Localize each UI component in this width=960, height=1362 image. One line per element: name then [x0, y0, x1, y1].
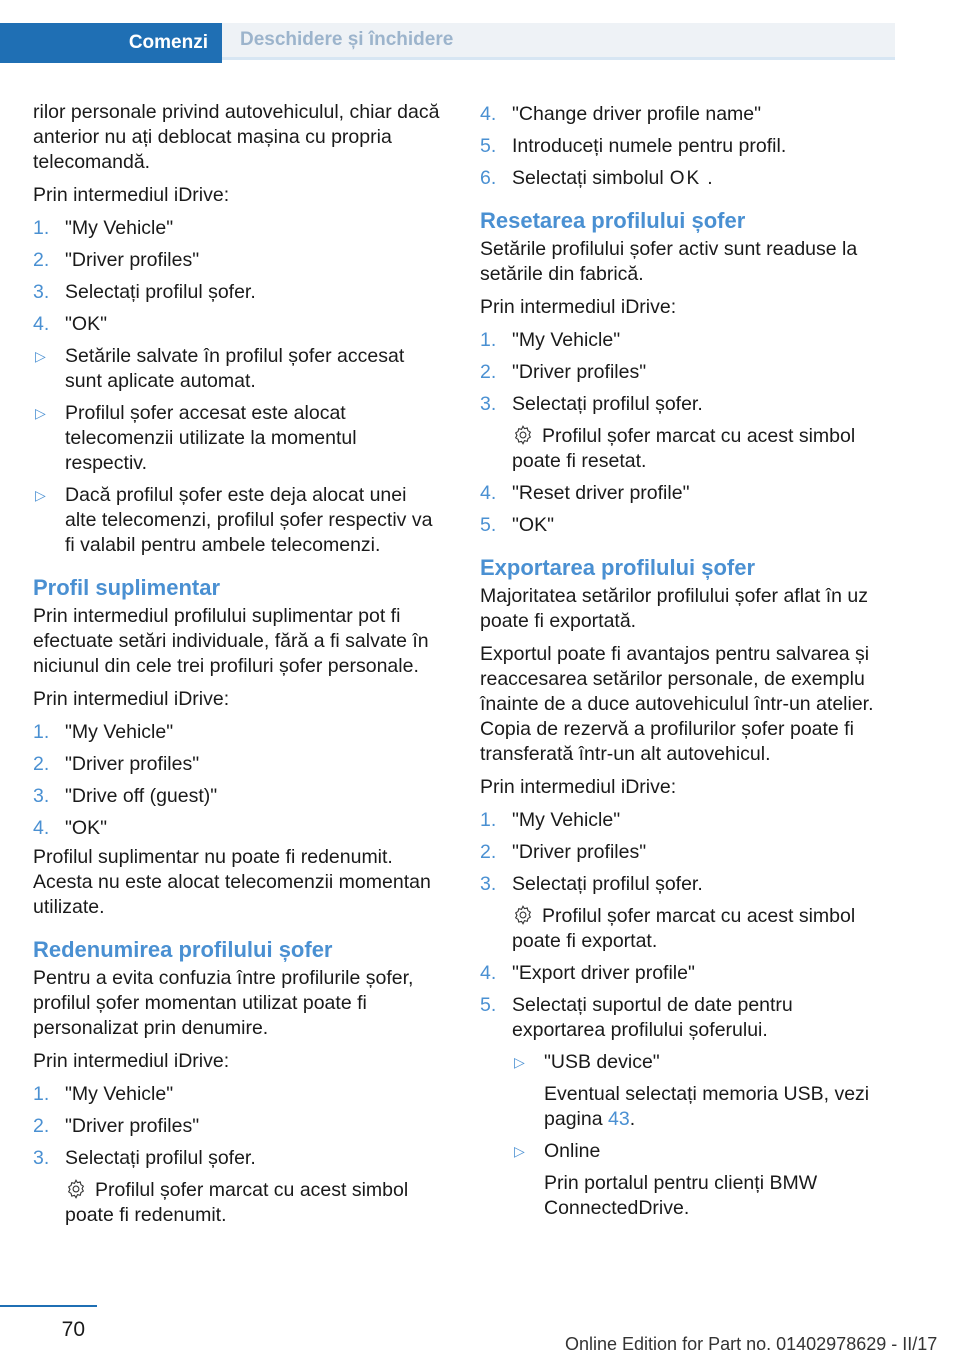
bullet-item: ▷ Profilul șofer accesat este alocat telecomenzii utilizate la momentul respectiv.	[35, 402, 357, 474]
triangle-right-icon: ▷	[514, 1054, 525, 1070]
reset-note: Profilul șofer marcat cu acest simbol poate fi resetat.	[512, 425, 856, 472]
gear-icon	[512, 904, 534, 926]
steps-list-6a	[480, 808, 885, 897]
export-note: Profilul șofer marcat cu acest simbol poate fi exportat.	[512, 905, 856, 952]
usb-description: Eventual selectați memoria USB, vezi pagina 43.	[544, 1083, 870, 1130]
heading-redenumire: Redenumirea profilului șofer	[33, 937, 333, 962]
reset-paragraph: Setările profilului șofer activ sunt readuse la setările din fabrică.	[480, 238, 858, 285]
page-number: 70	[61, 1318, 85, 1341]
chapter-header	[0, 23, 895, 63]
list-item: 1. "My Vehicle"	[33, 721, 174, 743]
steps-list-1	[33, 216, 443, 337]
triangle-right-icon: ▷	[35, 405, 46, 421]
list-item: 3. Selectați profilul șofer.	[33, 281, 256, 303]
heading-exportare: Exportarea profilului șofer	[480, 555, 756, 580]
gear-icon	[512, 424, 534, 446]
footer-rule	[0, 1305, 97, 1307]
list-item: 2. "Driver profiles"	[33, 1115, 200, 1137]
rename-note: Profilul șofer marcat cu acest simbol poate fi redenumit.	[65, 1179, 409, 1226]
list-item: 6. Selectați simbolul OK .	[480, 167, 713, 189]
steps-list-5b	[480, 481, 885, 538]
triangle-right-icon: ▷	[514, 1143, 525, 1159]
bullet-list-1	[33, 344, 443, 558]
list-item: 2. "Driver profiles"	[33, 753, 200, 775]
list-item: 5. Selectați suportul de date pentru exportarea profilului șoferului. ▷ "USB device" Eventual selectați memoria USB, vezi pagina 43. ▷ Online Prin portalul pentru clienți BMW ConnectedDrive.	[480, 993, 885, 1221]
profil-paragraph: Prin intermediul profilului suplimentar pot fi efectuate setări individuale, fără a fi salvate în niciunul din cele trei profiluri șofer personale.	[33, 605, 429, 677]
export-paragraph-2: Exportul poate fi avantajos pentru salvarea și reaccesarea setărilor personale, de exemplu înainte de a duce autovehiculul într-un atelier. Copia de rezervă a profilurilor șofer poate fi transferată într-un alt autovehicul.	[480, 643, 874, 765]
steps-list-5a	[480, 328, 885, 417]
steps-list-6b	[480, 961, 885, 1221]
list-item: 3. Selectați profilul șofer.	[480, 873, 703, 895]
right-column	[480, 100, 885, 1228]
idrive-label: Prin intermediul iDrive:	[480, 776, 677, 798]
list-item: 4. "Reset driver profile"	[480, 482, 690, 504]
list-item: 4. "Change driver profile name"	[480, 103, 762, 125]
rename-paragraph: Pentru a evita confuzia între profilurile șofer, profilul șofer momentan utilizat poate fi personalizat prin denumire.	[33, 967, 414, 1039]
idrive-label: Prin intermediul iDrive:	[33, 184, 230, 206]
list-item: 4. "OK"	[33, 313, 108, 335]
idrive-label: Prin intermediul iDrive:	[480, 296, 677, 318]
triangle-right-icon: ▷	[35, 487, 46, 503]
list-item: 4. "Export driver profile"	[480, 962, 695, 984]
list-item: 4. "OK"	[33, 817, 108, 839]
list-item: 2. "Driver profiles"	[480, 361, 647, 383]
footer-edition: Online Edition for Part no. 01402978629 - II/17	[565, 1334, 938, 1354]
list-item: 2. "Driver profiles"	[33, 249, 200, 271]
online-description: Prin portalul pentru clienți BMW ConnectedDrive.	[544, 1172, 818, 1219]
triangle-right-icon: ▷	[35, 348, 46, 364]
gear-icon	[65, 1178, 87, 1200]
list-item: 1. "My Vehicle"	[480, 329, 621, 351]
heading-resetare: Resetarea profilului șofer	[480, 208, 746, 233]
list-item: 3. Selectați profilul șofer.	[33, 1147, 256, 1169]
idrive-label: Prin intermediul iDrive:	[33, 688, 230, 710]
heading-profil-suplimentar: Profil suplimentar	[33, 575, 221, 600]
steps-list-3	[33, 1082, 443, 1171]
ok-symbol: OK	[669, 168, 702, 189]
bullet-item: ▷ Dacă profilul șofer este deja alocat unei alte telecomenzi, profilul șofer respectiv va fi valabil pentru ambele telecomenzi.	[35, 484, 433, 556]
guest-paragraph: Profilul suplimentar nu poate fi redenumit. Acesta nu este alocat telecomenzii momentan utilizate.	[33, 846, 431, 918]
left-column	[33, 100, 443, 1235]
export-paragraph-1: Majoritatea setărilor profilului șofer aflat în uz poate fi exportată.	[480, 585, 869, 632]
list-item: 5. Introduceți numele pentru profil.	[480, 135, 787, 157]
steps-list-2	[33, 720, 443, 841]
bullet-item: ▷ "USB device" Eventual selectați memoria USB, vezi pagina 43.	[512, 1050, 885, 1132]
intro-paragraph: rilor personale privind autovehiculul, chiar dacă anterior nu ați deblocat mașina cu propria telecomandă.	[33, 101, 440, 173]
list-item: 1. "My Vehicle"	[33, 1083, 174, 1105]
bullet-item: ▷ Online Prin portalul pentru clienți BMW ConnectedDrive.	[512, 1139, 885, 1221]
list-item: 1. "My Vehicle"	[33, 217, 174, 239]
bullet-item: ▷ Setările salvate în profilul șofer accesat sunt aplicate automat.	[35, 345, 405, 392]
tab-comenzi[interactable]: Comenzi	[0, 23, 222, 63]
steps-list-4	[480, 102, 885, 191]
page-link[interactable]: 43	[607, 1108, 630, 1130]
list-item: 3. "Drive off (guest)"	[33, 785, 218, 807]
export-options-list	[512, 1050, 885, 1221]
idrive-label: Prin intermediul iDrive:	[33, 1050, 230, 1072]
list-item: 3. Selectați profilul șofer.	[480, 393, 703, 415]
tab-deschidere-inchidere[interactable]: Deschidere și închidere	[222, 23, 895, 60]
list-item: 5. "OK"	[480, 514, 555, 536]
list-item: 1. "My Vehicle"	[480, 809, 621, 831]
list-item: 2. "Driver profiles"	[480, 841, 647, 863]
